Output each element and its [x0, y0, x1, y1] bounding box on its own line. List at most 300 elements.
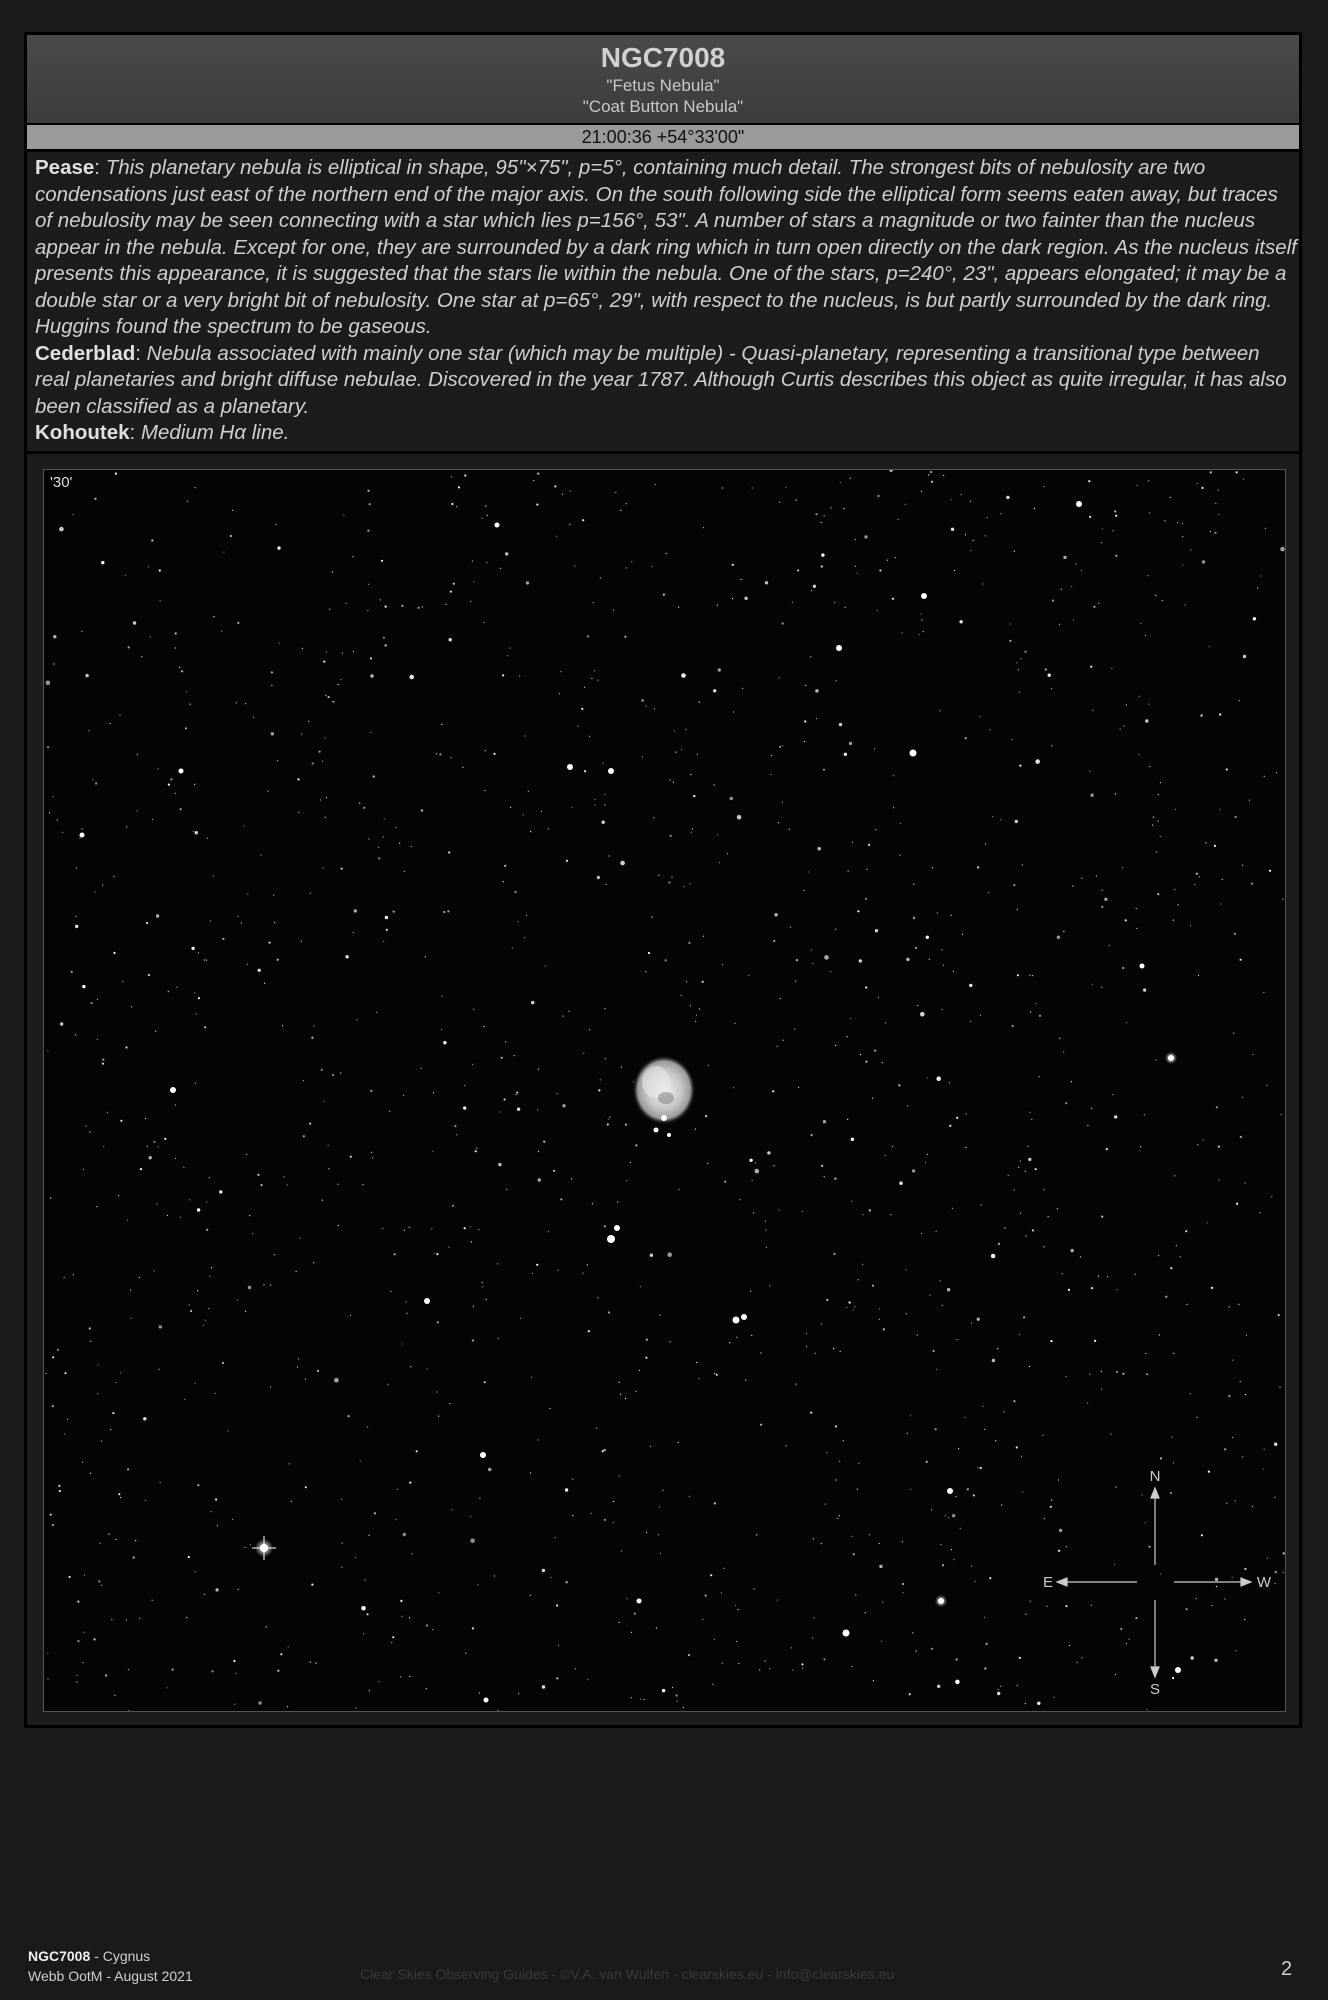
background-star — [194, 992, 195, 993]
background-star — [208, 1308, 209, 1309]
background-star — [370, 1090, 372, 1092]
background-star — [473, 1009, 474, 1010]
background-star — [1089, 516, 1091, 518]
background-star — [299, 1238, 300, 1239]
background-star — [1160, 836, 1161, 837]
footer-guide: Webb OotM - August 2021 — [28, 1968, 193, 1984]
background-star — [872, 1098, 873, 1099]
background-star — [603, 763, 604, 764]
background-star — [325, 817, 326, 818]
background-star — [909, 1693, 911, 1695]
background-star — [1094, 1340, 1096, 1342]
background-star — [77, 1640, 79, 1642]
source-label: Kohoutek — [35, 421, 130, 444]
background-star — [526, 915, 527, 916]
background-star — [893, 807, 894, 808]
background-star — [483, 1026, 484, 1027]
background-star — [783, 1040, 784, 1041]
background-star — [1063, 931, 1064, 932]
background-star — [105, 1674, 107, 1676]
background-star — [906, 958, 909, 961]
background-star — [1157, 893, 1159, 895]
background-star — [1274, 1497, 1275, 1498]
background-star — [902, 1541, 903, 1542]
background-star — [667, 1252, 672, 1257]
background-star — [197, 1484, 199, 1486]
background-star — [257, 1174, 259, 1176]
background-star — [836, 1479, 837, 1480]
background-star — [131, 1318, 132, 1319]
background-star — [744, 597, 747, 600]
background-star — [437, 1321, 439, 1323]
background-star — [1145, 635, 1146, 636]
background-star — [997, 1348, 998, 1349]
background-star — [322, 1200, 323, 1201]
background-star — [964, 1417, 965, 1418]
background-star — [571, 807, 572, 808]
background-star — [604, 1225, 606, 1227]
background-star — [811, 590, 812, 591]
background-star — [1087, 1402, 1088, 1403]
background-star — [1015, 820, 1018, 823]
background-star — [234, 1704, 235, 1705]
background-star — [406, 1301, 407, 1302]
background-star — [94, 498, 96, 500]
background-star — [1089, 1374, 1090, 1375]
background-star — [189, 1199, 190, 1200]
image-scale-label: '30' — [50, 474, 73, 491]
background-star — [563, 1016, 564, 1017]
background-star — [1158, 1255, 1159, 1256]
background-star — [1135, 1617, 1137, 1619]
background-star — [215, 1588, 218, 1591]
background-star — [802, 1211, 803, 1212]
background-star — [759, 1669, 760, 1670]
background-star — [298, 1358, 299, 1359]
background-star — [645, 971, 646, 972]
background-star — [198, 952, 199, 953]
background-star — [143, 1417, 146, 1420]
background-star — [1028, 1146, 1029, 1147]
background-star — [52, 1356, 54, 1358]
background-star — [899, 855, 900, 856]
background-star — [592, 1203, 593, 1204]
background-star — [803, 890, 804, 891]
background-star — [195, 831, 198, 834]
background-star — [1201, 487, 1203, 489]
background-star — [570, 491, 571, 492]
background-star — [1160, 1573, 1161, 1574]
background-star — [823, 1120, 826, 1123]
background-star — [1022, 1491, 1023, 1492]
background-star — [120, 1497, 121, 1498]
background-star — [992, 1359, 995, 1362]
background-star — [766, 1247, 767, 1248]
background-star — [268, 942, 270, 944]
background-star — [1196, 873, 1198, 875]
background-star — [62, 832, 63, 833]
background-star — [773, 940, 775, 942]
background-star — [851, 1201, 852, 1202]
background-star — [732, 598, 733, 599]
background-star — [1236, 471, 1238, 473]
background-star — [608, 1119, 609, 1120]
background-star — [98, 1580, 100, 1582]
background-star — [882, 1062, 883, 1063]
background-star — [76, 867, 77, 868]
background-star — [732, 564, 734, 566]
background-star — [119, 714, 120, 715]
background-star — [498, 1163, 501, 1166]
background-star — [569, 524, 570, 525]
background-star — [1253, 617, 1256, 620]
background-star — [635, 1391, 636, 1392]
background-star — [1072, 885, 1073, 886]
background-star — [989, 1577, 991, 1579]
background-star — [651, 917, 652, 918]
background-star — [1101, 1389, 1102, 1390]
background-star — [151, 539, 153, 541]
background-star — [970, 1021, 971, 1022]
background-star — [385, 916, 388, 919]
background-star — [600, 1079, 601, 1080]
section-divider — [27, 451, 1299, 454]
background-star — [1135, 1274, 1136, 1275]
background-star — [506, 1189, 507, 1190]
background-star — [982, 1406, 983, 1407]
background-star — [52, 1524, 54, 1526]
background-star — [1101, 987, 1102, 988]
background-star — [750, 1291, 751, 1292]
background-star — [158, 1369, 159, 1370]
background-star — [317, 1370, 319, 1372]
background-star — [267, 791, 268, 792]
background-star — [368, 584, 369, 585]
background-star — [1052, 600, 1054, 602]
background-star — [835, 1425, 837, 1427]
background-star — [89, 1327, 91, 1329]
background-star — [1148, 704, 1149, 705]
background-star — [617, 1201, 618, 1202]
background-star — [553, 1170, 555, 1172]
source-label: Cederblad — [35, 341, 136, 365]
background-star — [537, 473, 539, 475]
background-star — [111, 1619, 112, 1620]
background-star — [1044, 1189, 1045, 1190]
background-star — [626, 503, 627, 504]
background-star — [426, 1368, 427, 1369]
background-star — [765, 1661, 766, 1662]
background-star — [137, 754, 138, 755]
coordinates-bar: 21:00:36 +54°33'00" — [27, 125, 1299, 152]
background-star — [631, 1632, 632, 1633]
background-star — [879, 1565, 882, 1568]
background-star — [857, 573, 858, 574]
background-star — [110, 723, 111, 724]
background-star — [998, 1689, 999, 1690]
background-star — [1107, 1276, 1108, 1277]
background-star — [1126, 704, 1127, 705]
background-star — [140, 1168, 142, 1170]
background-star — [1145, 1522, 1146, 1523]
background-star — [450, 757, 451, 758]
background-star — [765, 1229, 766, 1230]
background-star — [75, 1034, 76, 1035]
background-star — [367, 1426, 368, 1427]
background-star — [821, 522, 822, 523]
background-star — [232, 510, 233, 511]
background-star — [707, 1163, 708, 1164]
background-star — [210, 920, 211, 921]
background-star — [1031, 1119, 1032, 1120]
background-star — [79, 837, 80, 838]
background-star — [156, 1204, 157, 1205]
background-star — [905, 1269, 906, 1270]
background-star — [84, 1574, 85, 1575]
background-star — [400, 1600, 402, 1602]
background-star — [568, 1011, 569, 1012]
background-star — [779, 677, 780, 678]
background-star — [308, 721, 309, 722]
background-star — [131, 1006, 132, 1007]
background-star — [1030, 1601, 1031, 1602]
background-star — [801, 1663, 803, 1665]
background-star — [681, 673, 686, 678]
background-star — [334, 1378, 339, 1383]
background-star — [1062, 1273, 1063, 1274]
background-star — [566, 1581, 568, 1583]
background-star — [847, 1036, 848, 1037]
background-star — [222, 1362, 224, 1364]
background-star — [196, 1013, 197, 1014]
alias-fetus: "Fetus Nebula" — [606, 76, 720, 95]
background-star — [425, 956, 426, 957]
background-star — [207, 838, 208, 839]
background-star — [893, 775, 894, 776]
background-star — [155, 1031, 156, 1032]
background-star — [971, 1322, 972, 1323]
background-star — [1091, 1605, 1092, 1606]
background-star — [977, 1318, 980, 1321]
background-star — [1035, 1003, 1036, 1004]
background-star — [1144, 1114, 1145, 1115]
background-star — [1257, 588, 1258, 589]
background-star — [159, 1325, 162, 1328]
background-star — [1048, 1216, 1049, 1217]
background-star — [1236, 1203, 1238, 1205]
background-star — [76, 1681, 77, 1682]
background-star — [626, 1180, 627, 1181]
background-star — [877, 610, 878, 611]
background-star — [1068, 1289, 1070, 1291]
background-star — [790, 927, 791, 928]
background-star — [735, 1605, 736, 1606]
background-star — [482, 1282, 483, 1283]
background-star — [1173, 1462, 1174, 1463]
background-star — [1088, 480, 1090, 482]
background-star — [352, 556, 353, 557]
background-star — [723, 1568, 724, 1569]
background-star — [1214, 1659, 1217, 1662]
background-star — [714, 1639, 715, 1640]
background-star — [1039, 1076, 1040, 1077]
background-star — [935, 1428, 937, 1430]
background-star — [1117, 1289, 1118, 1290]
background-star — [471, 1241, 472, 1242]
background-star — [325, 695, 326, 696]
background-star — [58, 1485, 60, 1487]
background-star — [195, 1571, 196, 1572]
background-star — [608, 1311, 610, 1313]
background-star — [889, 470, 892, 472]
background-star — [1059, 624, 1060, 625]
background-star — [536, 1264, 538, 1266]
background-star — [1233, 1033, 1234, 1034]
background-star — [1000, 819, 1001, 820]
background-star — [1029, 975, 1030, 976]
background-star — [1219, 713, 1221, 715]
background-star — [1240, 959, 1242, 961]
background-star — [516, 1094, 517, 1095]
background-star — [906, 1313, 907, 1314]
background-star — [778, 1209, 779, 1210]
background-star — [222, 938, 224, 940]
background-star — [1278, 1314, 1280, 1316]
background-star — [472, 1627, 474, 1629]
background-star — [543, 1141, 545, 1143]
background-star — [1199, 876, 1200, 877]
background-star — [363, 807, 365, 809]
background-star — [1153, 817, 1154, 818]
background-star — [343, 515, 344, 516]
background-star — [77, 1601, 79, 1603]
background-star — [402, 1343, 403, 1344]
background-star — [979, 716, 980, 717]
background-star — [313, 1025, 314, 1026]
background-star — [1173, 1353, 1174, 1354]
background-star — [538, 1439, 539, 1440]
background-star — [877, 495, 879, 497]
background-star — [970, 501, 971, 502]
background-star — [984, 1667, 986, 1669]
background-star — [1001, 1504, 1002, 1505]
background-star — [986, 1643, 988, 1645]
background-star — [1149, 766, 1150, 767]
background-star — [987, 517, 988, 518]
background-star — [699, 1008, 700, 1009]
background-star — [1023, 1316, 1025, 1318]
background-star — [855, 566, 856, 567]
background-star — [1274, 1443, 1277, 1446]
background-star — [493, 753, 495, 755]
background-star — [618, 1622, 619, 1623]
background-star — [823, 1658, 825, 1660]
background-star — [1239, 700, 1240, 701]
background-star — [898, 519, 899, 520]
background-star — [102, 1063, 104, 1065]
background-star — [557, 1270, 558, 1271]
background-star — [620, 1394, 621, 1395]
background-star — [1214, 845, 1216, 847]
background-star — [582, 1273, 583, 1274]
background-star — [431, 1228, 432, 1229]
background-star — [110, 1429, 111, 1430]
background-star — [311, 1037, 313, 1039]
background-star — [833, 1253, 835, 1255]
background-star — [1240, 1381, 1241, 1382]
background-star — [108, 1534, 109, 1535]
background-star — [1101, 542, 1102, 543]
background-star — [473, 1306, 474, 1307]
background-star — [1174, 889, 1175, 890]
background-star — [179, 667, 180, 668]
background-star — [821, 553, 824, 556]
background-star — [600, 577, 601, 578]
background-star — [862, 1214, 863, 1215]
background-star — [244, 1547, 245, 1548]
background-star — [548, 1231, 549, 1232]
background-star — [965, 1114, 966, 1115]
background-star — [386, 929, 388, 931]
background-star — [650, 1254, 653, 1257]
description-block — [35, 155, 1297, 447]
background-star — [130, 1290, 131, 1291]
background-star — [245, 703, 246, 704]
background-star — [409, 1482, 411, 1484]
background-star — [560, 671, 561, 672]
background-star — [1019, 765, 1021, 767]
background-star — [956, 1117, 958, 1119]
background-star — [1190, 925, 1191, 926]
background-star — [825, 1504, 826, 1505]
background-star — [604, 804, 605, 805]
background-star — [855, 539, 856, 540]
background-star — [536, 504, 538, 506]
background-star — [538, 1178, 541, 1181]
background-star — [1051, 745, 1052, 746]
background-star — [798, 1087, 799, 1088]
background-star — [426, 1688, 427, 1689]
background-star — [736, 1337, 737, 1338]
background-star — [101, 1585, 102, 1586]
background-star — [1136, 485, 1137, 486]
background-star — [1228, 1395, 1230, 1397]
background-star — [959, 620, 962, 623]
background-star — [1156, 1060, 1157, 1061]
background-star — [907, 1433, 908, 1434]
background-star — [367, 530, 369, 532]
background-star — [971, 1566, 972, 1567]
background-star — [685, 729, 686, 730]
background-star — [303, 1135, 305, 1137]
background-star — [1280, 547, 1285, 552]
background-star — [183, 1167, 184, 1168]
background-star — [813, 1617, 814, 1618]
background-star — [1269, 870, 1271, 872]
background-star — [464, 1227, 466, 1229]
background-star — [722, 1663, 723, 1664]
alias-coat-button: "Coat Button Nebula" — [582, 97, 744, 116]
background-star — [887, 560, 888, 561]
background-star — [613, 1501, 614, 1502]
background-star — [159, 569, 161, 571]
background-star — [899, 1182, 902, 1185]
background-star — [400, 1676, 401, 1677]
background-star — [992, 816, 993, 817]
background-star — [158, 768, 159, 769]
background-star — [646, 1532, 647, 1533]
background-star — [883, 1328, 885, 1330]
